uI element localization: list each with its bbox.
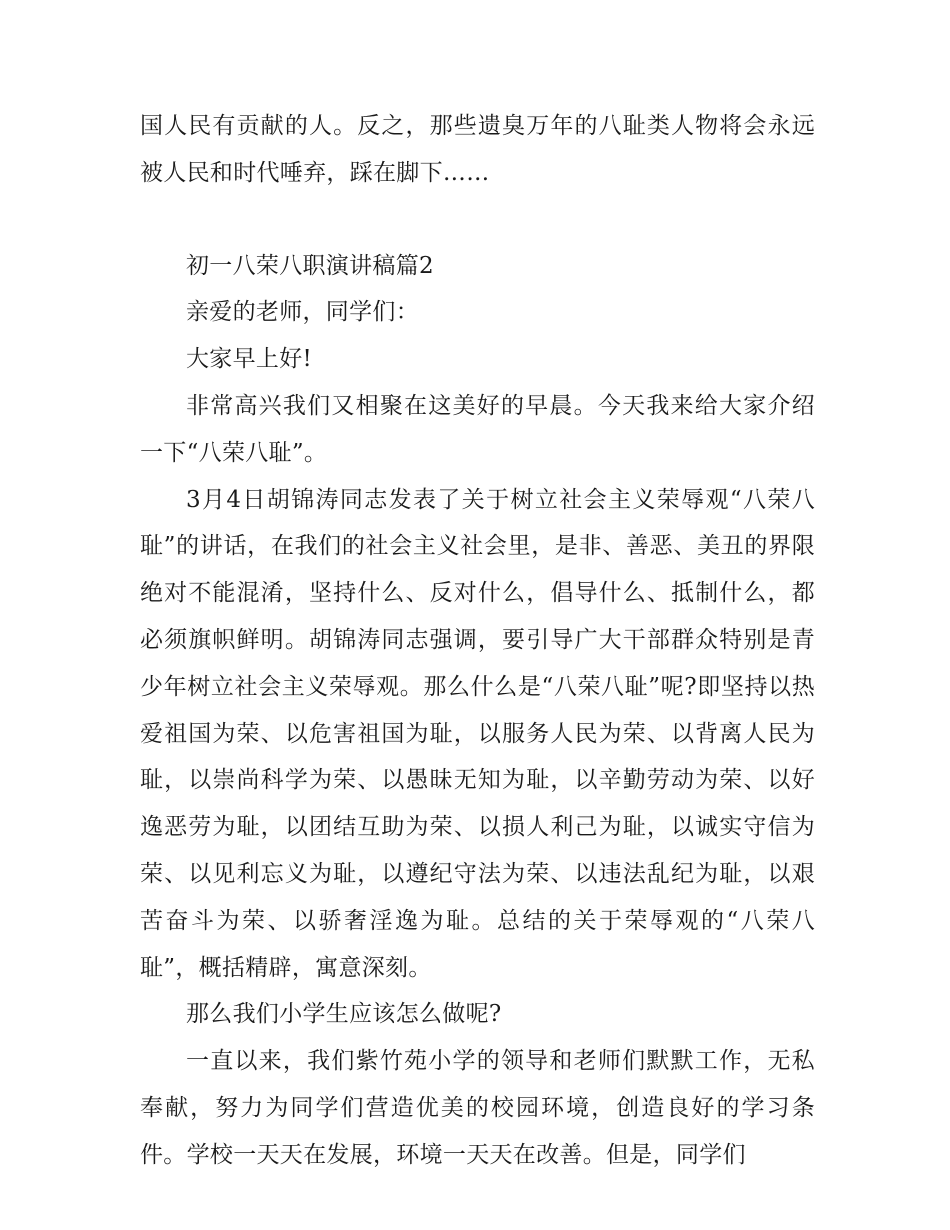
paragraph-gap bbox=[140, 197, 815, 243]
section-heading: 初一八荣八职演讲稿篇2 bbox=[186, 252, 434, 279]
document-page bbox=[140, 103, 815, 1179]
paragraph-continuation: 国人民有贡献的人。反之，那些遗臭万年的八耻类人物将会永远被人民和时代唾弃，踩在脚下…… bbox=[140, 113, 815, 186]
salutation: 亲爱的老师，同学们： bbox=[186, 299, 419, 326]
paragraph-main: 3月4日胡锦涛同志发表了关于树立社会主义荣辱观“八荣八耻”的讲话，在我们的社会主义社会里，是非、善恶、美丑的界限绝对不能混淆，坚持什么、反对什么，倡导什么、抵制什么，都必须旗帜鲜明。胡锦涛同志强调，要引导广大干部群众特别是青少年树立社会主义荣辱观。那么什么是“八荣八耻”呢?即坚持以热爱祖国为荣、以危害祖国为耻，以服务人民为荣、以背离人民为耻，以崇尚科学为荣、以愚昧无知为耻，以辛勤劳动为荣、以好逸恶劳为耻，以团结互助为荣、以损人利己为耻，以诚实守信为荣、以见利忘义为耻，以遵纪守法为荣、以违法乱纪为耻，以艰苦奋斗为荣、以骄奢淫逸为耻。总结的关于荣辱观的“八荣八耻”，概括精辟，寓意深刻。 bbox=[140, 486, 815, 981]
paragraph-intro: 非常高兴我们又相聚在这美好的早晨。今天我来给大家介绍一下“八荣八耻”。 bbox=[140, 392, 815, 466]
greeting: 大家早上好! bbox=[186, 346, 313, 373]
paragraph-question: 那么我们小学生应该怎么做呢? bbox=[186, 1001, 502, 1028]
paragraph-closing: 一直以来，我们紫竹苑小学的领导和老师们默默工作，无私奉献，努力为同学们营造优美的校园环境，创造良好的学习条件。学校一天天在发展，环境一天天在改善。但是，同学们 bbox=[140, 1048, 815, 1168]
